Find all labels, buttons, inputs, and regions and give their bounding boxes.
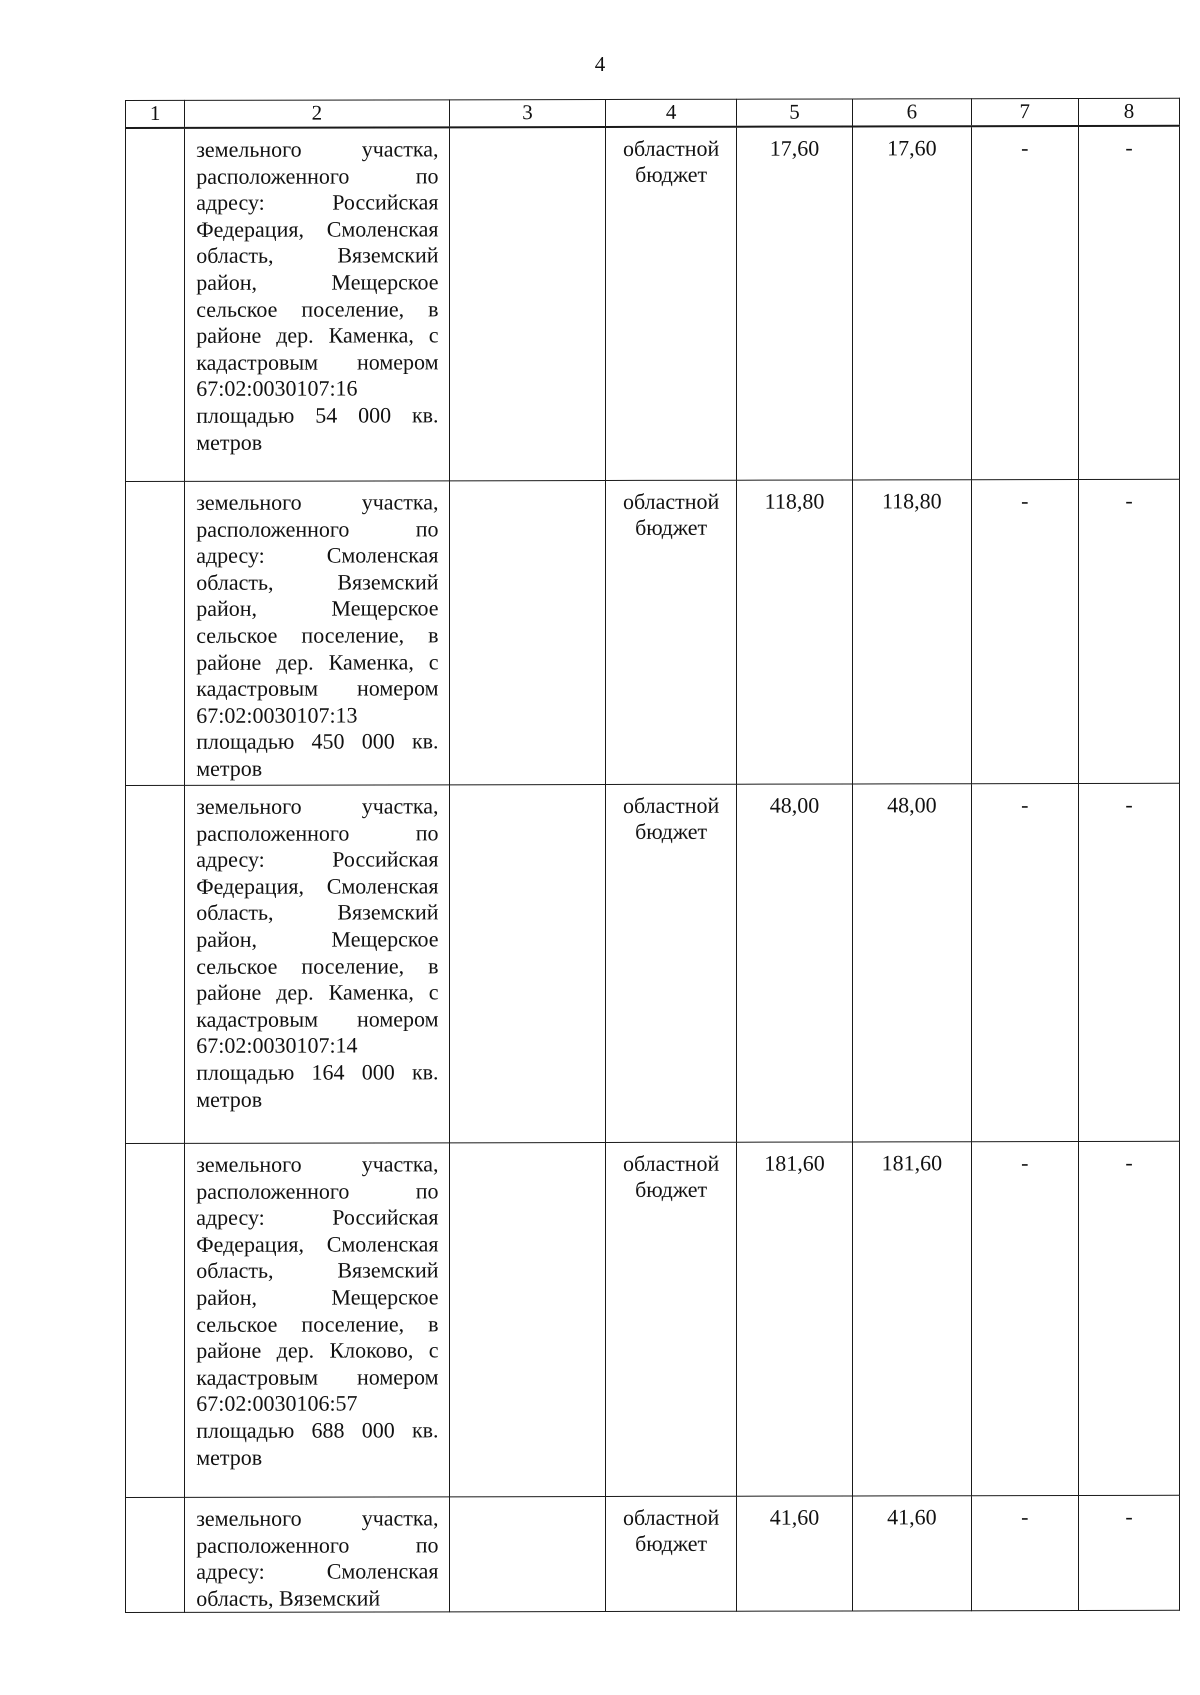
table-row <box>126 126 1180 482</box>
cell-col3 <box>449 1142 606 1496</box>
amount-col6: 48,00 <box>853 784 971 1142</box>
column-header-3: 3 <box>449 99 606 127</box>
amount-col8: - <box>1079 126 1180 480</box>
amount-col8: - <box>1079 1495 1180 1611</box>
page-number: 4 <box>594 52 606 76</box>
amount-col7: - <box>971 126 1078 480</box>
land-plot-description: земельного участка, расположенного по адресу: Смоленская область, Вяземский район, Мещерское сельское поселение, в районе дер. Каменка, с кадастровым номером 67:02:0030107:13 площадью 450 000 кв. метров <box>185 481 449 786</box>
funding-source: областной бюджет <box>606 1496 737 1612</box>
cell-col1 <box>126 1143 185 1497</box>
budget-table <box>125 98 1180 1614</box>
cell-col3 <box>449 1496 606 1612</box>
budget-table-container <box>125 98 1180 1614</box>
table-row <box>126 1141 1180 1497</box>
cell-col1 <box>126 481 185 785</box>
amount-col6: 17,60 <box>853 126 971 480</box>
amount-col6: 181,60 <box>853 1142 971 1496</box>
land-plot-description: земельного участка, расположенного по адресу: Российская Федерация, Смоленская область, Вяземский район, Мещерское сельское поселение, в районе дер. Каменка, с кадастровым номером 67:02:0030107:14 площадью 164 000 кв. метров <box>185 785 449 1144</box>
amount-col5: 41,60 <box>736 1496 852 1612</box>
cell-col1 <box>126 1497 185 1612</box>
amount-col7: - <box>971 1142 1078 1496</box>
amount-col6: 41,60 <box>853 1496 971 1612</box>
column-number-row <box>126 98 1180 128</box>
land-plot-description: земельного участка, расположенного по адресу: Российская Федерация, Смоленская область, Вяземский район, Мещерское сельское поселение, в районе дер. Каменка, с кадастровым номером 67:02:0030107:16 площадью 54 000 кв. метров <box>185 127 449 481</box>
amount-col5: 118,80 <box>736 480 852 784</box>
cell-col1 <box>126 785 185 1143</box>
land-plot-description: земельного участка, расположенного по адресу: Российская Федерация, Смоленская область, Вяземский район, Мещерское сельское поселение, в районе дер. Клоково, с кадастровым номером 67:02:0030106:57 площадью 688 000 кв. метров <box>185 1143 449 1498</box>
cell-col1 <box>126 128 185 482</box>
table-row <box>126 1495 1180 1613</box>
amount-col8: - <box>1079 479 1180 783</box>
amount-col5: 17,60 <box>736 126 852 480</box>
amount-col5: 181,60 <box>736 1142 852 1496</box>
column-header-1: 1 <box>126 100 185 128</box>
cell-col3 <box>449 480 606 784</box>
column-header-8: 8 <box>1079 98 1180 126</box>
amount-col7: - <box>971 1496 1078 1612</box>
column-header-5: 5 <box>736 99 852 127</box>
column-header-4: 4 <box>606 99 737 127</box>
funding-source: областной бюджет <box>606 480 737 784</box>
funding-source: областной бюджет <box>606 784 737 1142</box>
land-plot-description: земельного участка, расположенного по адресу: Смоленская область, Вяземский <box>185 1497 449 1613</box>
amount-col6: 118,80 <box>853 480 971 784</box>
amount-col8: - <box>1079 783 1180 1141</box>
column-header-7: 7 <box>971 99 1078 127</box>
cell-col3 <box>449 127 606 481</box>
cell-col3 <box>449 784 606 1142</box>
funding-source: областной бюджет <box>606 127 737 481</box>
column-header-2: 2 <box>185 100 449 128</box>
table-row <box>126 783 1180 1143</box>
amount-col8: - <box>1079 1141 1180 1495</box>
amount-col7: - <box>971 480 1078 784</box>
amount-col7: - <box>971 784 1078 1142</box>
funding-source: областной бюджет <box>606 1142 737 1496</box>
table-row <box>126 479 1180 785</box>
amount-col5: 48,00 <box>736 784 852 1142</box>
column-header-6: 6 <box>853 99 971 127</box>
